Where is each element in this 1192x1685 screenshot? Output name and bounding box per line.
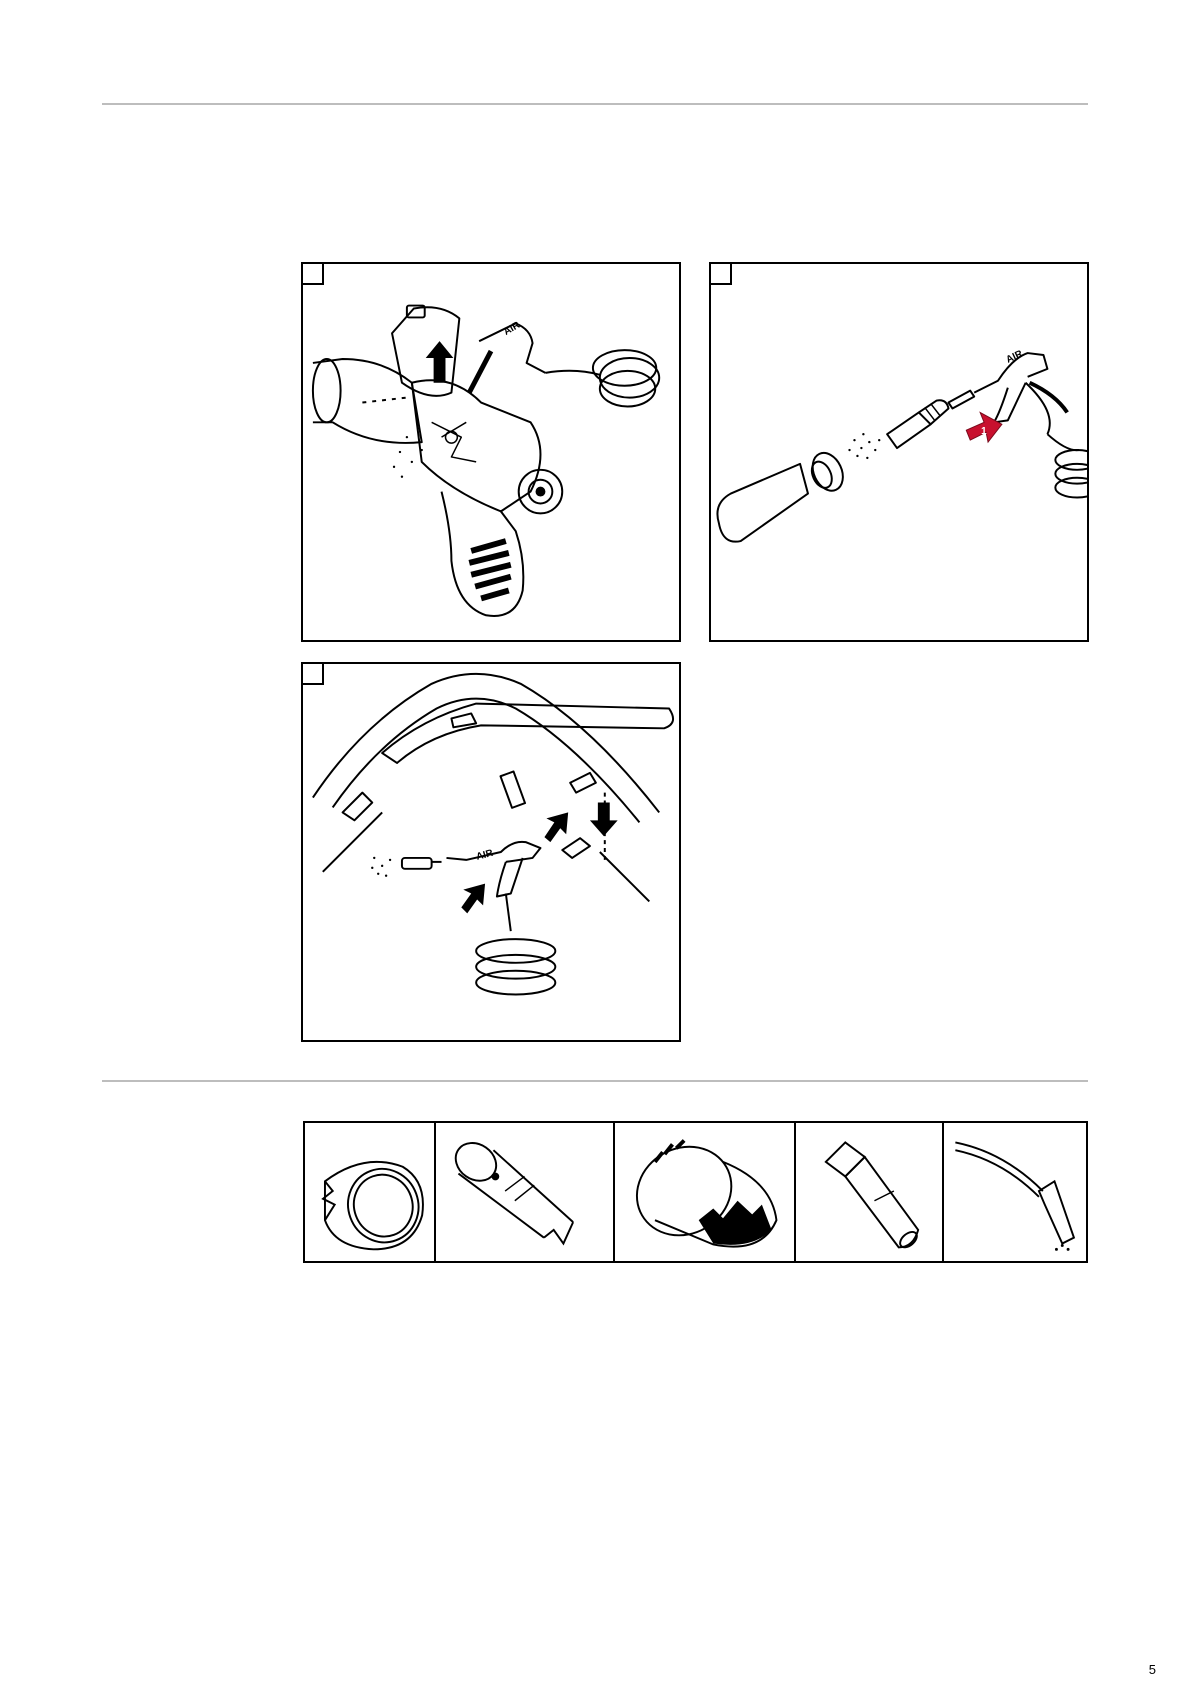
parts-strip [303, 1121, 1088, 1263]
contact-tip-illustration [796, 1123, 941, 1261]
torch-housing-open-illustration [303, 264, 679, 640]
broken-nozzle-illustration [615, 1123, 794, 1261]
step-marker: 1 [981, 426, 987, 438]
nozzle-disassembly-illustration [711, 264, 1087, 640]
figure-blow-out-contact-tip [709, 262, 1089, 642]
figure-open-housing [301, 262, 681, 642]
torch-neck-liner-illustration [303, 664, 679, 1040]
page-number: 5 [1148, 1662, 1156, 1677]
broken-holder-illustration [436, 1123, 613, 1261]
figure-blow-out-liner [301, 662, 681, 1042]
air-label: AIR [501, 319, 523, 338]
torch-neck-illustration [944, 1123, 1086, 1261]
broken-ring-illustration [305, 1123, 434, 1261]
step-checkbox [303, 264, 324, 285]
part-insulating-ring [305, 1123, 436, 1261]
step-checkbox [711, 264, 732, 285]
air-label: AIR [475, 847, 495, 863]
air-label: AIR [1004, 348, 1025, 366]
part-gas-nozzle [615, 1123, 796, 1261]
step-checkbox [303, 664, 324, 685]
section-rule [102, 1080, 1088, 1082]
part-gas-nozzle-holder [436, 1123, 615, 1261]
part-torch-neck [944, 1123, 1086, 1261]
part-contact-tip [796, 1123, 943, 1261]
top-rule [102, 103, 1088, 105]
